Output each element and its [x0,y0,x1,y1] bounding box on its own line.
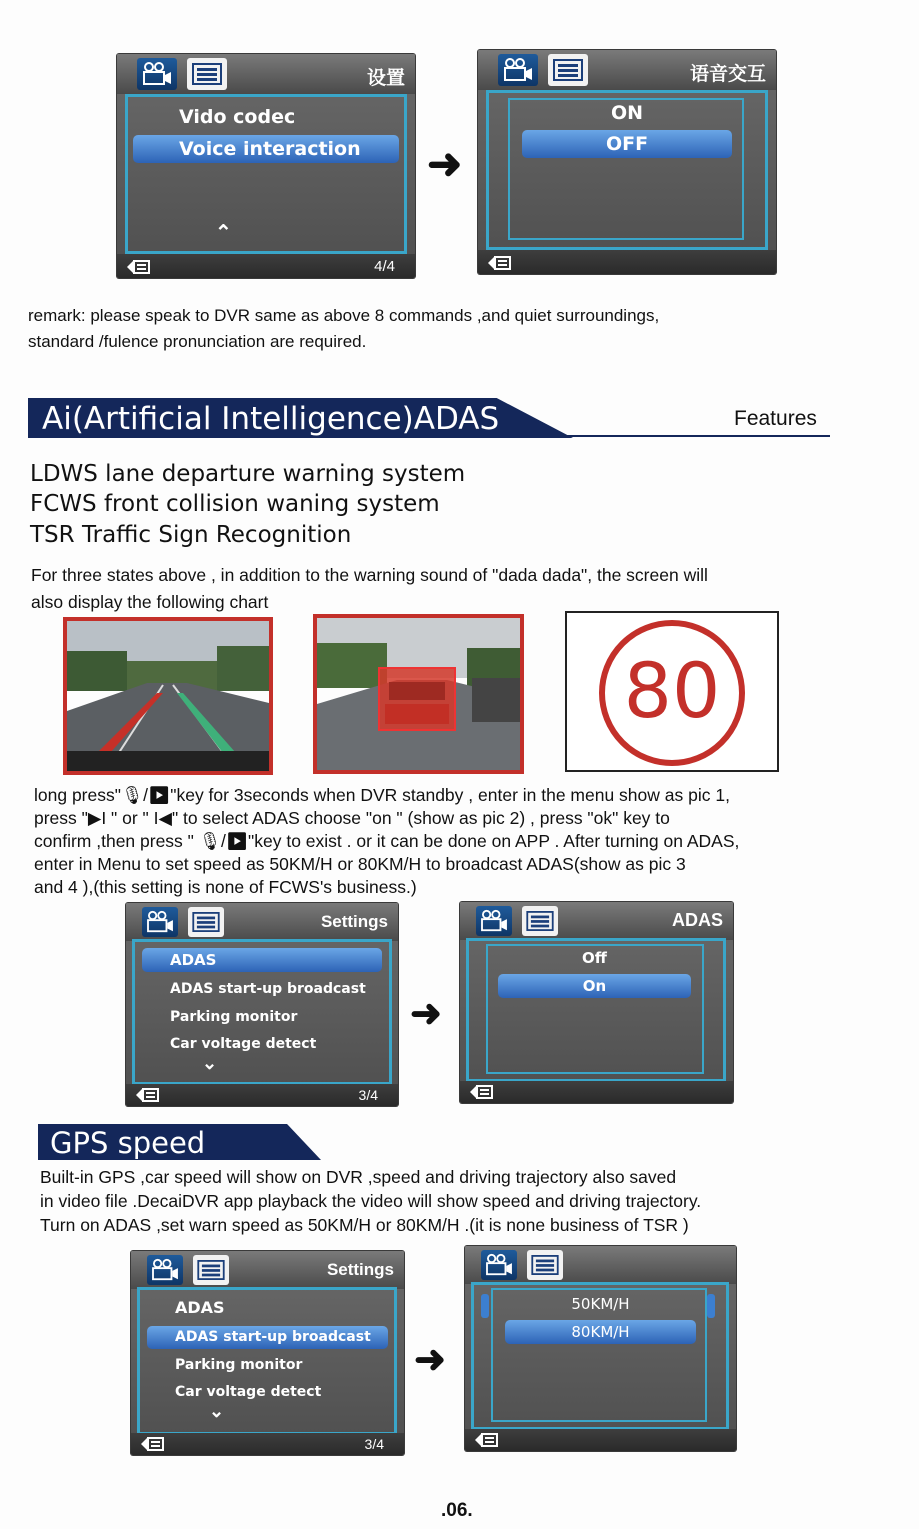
dvr-screen-settings-broadcast [131,1251,404,1455]
system-ldws: LDWS lane departure warning system [30,461,466,487]
speed-sign-box [565,611,779,772]
screen-title: Settings [326,1260,394,1279]
scroll-handle-right[interactable] [707,1294,715,1318]
screen-footer [117,254,415,278]
gps-text-line-1: Built-in GPS ,car speed will show on DVR ,speed and driving trajectory also saved [40,1167,677,1187]
instruction-line-4: enter in Menu to set speed as 50KM/H or 80KM/H to broadcast ADAS(show as pic 3 [34,854,686,874]
screen-footer [131,1433,404,1455]
page-indicator: 4/4 [374,258,395,275]
instruction-line-2: press "▶I " or " I◀" to select ADAS choose "on " (show as pic 2) , press "ok" key to [34,808,670,828]
speed-limit-value: 80 [623,646,721,735]
option-on[interactable]: On [498,974,691,998]
collision-warning-image [313,614,524,774]
back-icon[interactable] [125,259,151,275]
menu-item-parking-monitor[interactable]: Parking monitor [170,1009,298,1025]
arrow-right-icon: ➜ [410,993,442,1035]
page-number: .06. [441,1500,473,1521]
features-label: Features [734,407,817,430]
arrow-right-icon: ➜ [427,140,463,187]
screen-title: 设置 [366,68,405,89]
settings-list-tab-icon[interactable] [527,1250,563,1280]
dvr-screen-speed-select [465,1246,736,1451]
menu-item-car-voltage-detect[interactable]: Car voltage detect [170,1036,317,1052]
chevron-down-icon[interactable]: ⌄ [209,1401,225,1421]
page-indicator: 3/4 [358,1087,378,1103]
menu-item-voice-interaction[interactable]: Voice interaction [133,135,399,163]
settings-list-tab-icon[interactable] [548,54,588,86]
gps-section-title: GPS speed [50,1126,206,1160]
menu-item-adas-startup-broadcast[interactable]: ADAS start-up broadcast [170,981,366,997]
arrow-right-icon: ➜ [414,1339,446,1381]
system-fcws: FCWS front collision waning system [30,491,440,517]
gps-text-line-3: Turn on ADAS ,set warn speed as 50KM/H or 80KM/H .(it is none business of TSR ) [40,1215,689,1235]
dvr-screen-settings-adas [126,903,398,1106]
states-text-line-2: also display the following chart [31,592,269,612]
option-80kmh[interactable]: 80KM/H [505,1320,696,1344]
back-icon[interactable] [139,1436,165,1452]
adas-section-title: Ai(Artificial Intelligence)ADAS [42,401,500,437]
instruction-line-3: confirm ,then press " 🎙/▶"key to exist . or it can be done on APP . After turning on ADAS, [34,831,740,851]
instruction-line-5: and 4 ),(this setting is none of FCWS's business.) [34,877,417,897]
back-icon[interactable] [486,255,512,271]
option-50kmh[interactable]: 50KM/H [571,1295,630,1313]
screen-footer [126,1084,398,1106]
video-camera-tab-icon[interactable] [476,906,512,936]
dvr-screen-adas-toggle [460,902,733,1103]
chevron-down-icon[interactable]: ⌄ [202,1053,218,1073]
remark-line-2: standard /fulence pronunciation are required. [28,332,367,351]
menu-item-adas-startup-broadcast[interactable]: ADAS start-up broadcast [147,1326,388,1349]
video-camera-tab-icon[interactable] [142,907,178,937]
banner-underline [540,435,830,437]
system-tsr: TSR Traffic Sign Recognition [30,522,352,548]
lane-departure-image [63,617,273,775]
dvr-screen-settings-voice [117,54,415,278]
video-camera-tab-icon[interactable] [481,1250,517,1280]
back-icon[interactable] [134,1087,160,1103]
instruction-line-1: long press"🎙/▶"key for 3seconds when DVR standby , enter in the menu show as pic 1, [34,785,730,805]
chevron-up-icon[interactable]: ⌃ [215,222,232,244]
menu-item-adas[interactable]: ADAS [175,1298,225,1317]
screen-footer [460,1081,733,1103]
scroll-handle-left[interactable] [481,1294,489,1318]
option-off[interactable]: OFF [522,130,732,158]
screen-title: Settings [320,912,388,931]
screen-footer [465,1429,736,1451]
settings-list-tab-icon[interactable] [188,907,224,937]
menu-item-car-voltage-detect[interactable]: Car voltage detect [175,1384,322,1400]
screen-title: 语音交互 [689,64,766,85]
settings-list-tab-icon[interactable] [193,1255,229,1285]
menu-item-parking-monitor[interactable]: Parking monitor [175,1357,303,1373]
page-indicator: 3/4 [364,1436,384,1452]
gps-text-line-2: in video file .DecaiDVR app playback the video will show speed and driving trajectory. [40,1191,702,1211]
option-off[interactable]: Off [582,949,607,967]
menu-item-adas[interactable]: ADAS [142,948,382,972]
remark-line-1: remark: please speak to DVR same as above 8 commands ,and quiet surroundings, [28,306,660,325]
menu-item-video-codec[interactable]: Vido codec [179,106,296,128]
screen-footer [478,250,776,274]
settings-list-tab-icon[interactable] [522,906,558,936]
back-icon[interactable] [468,1084,494,1100]
option-on[interactable]: ON [610,102,644,124]
screen-title: ADAS [671,910,723,930]
back-icon[interactable] [473,1432,499,1448]
states-text-line-1: For three states above , in addition to the warning sound of "dada dada", the screen will [31,565,708,585]
settings-list-tab-icon[interactable] [187,58,227,90]
dvr-screen-voice-toggle [478,50,776,274]
video-camera-tab-icon[interactable] [498,54,538,86]
video-camera-tab-icon[interactable] [147,1255,183,1285]
video-camera-tab-icon[interactable] [137,58,177,90]
